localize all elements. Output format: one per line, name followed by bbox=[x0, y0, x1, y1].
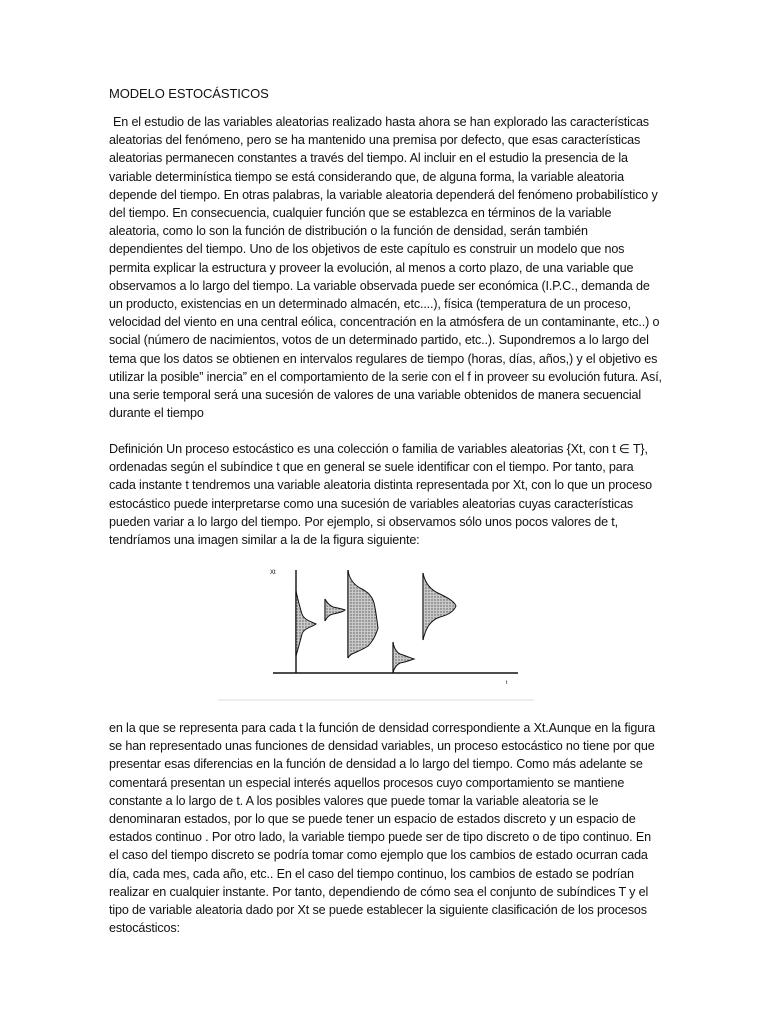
density-curve-4 bbox=[393, 642, 414, 673]
density-functions-figure bbox=[218, 548, 534, 702]
density-curve-5 bbox=[423, 573, 456, 640]
density-curve-3 bbox=[348, 570, 378, 658]
x-axis-label: t bbox=[506, 680, 508, 686]
paragraph-intro: En el estudio de las variables aleatorias realizado hasta ahora se han explorado las características aleatorias del fenómeno, pero se ha mantenido una premisa por defecto, que esas características aleatorias permanecen constantes a través del tiempo. Al incluir en el estudio la presencia de la variable determinística tiempo se está considerando que, de alguna forma, la variable aleatoria depende del tiempo. En otras palabras, la variable aleatoria dependerá del fenómeno probabilístico y del tiempo. En consecuencia, cualquier función que se establezca en términos de la variable aleatoria, como lo son la función de distribución o la función de densidad, serán también dependientes del tiempo. Uno de los objetivos de este capítulo es construir un modelo que nos permita explicar la estructura y proveer la evolución, al menos a corto plazo, de una variable que observamos a lo largo del tiempo. La variable observada puede ser económica (I.P.C., demanda de un producto, existencias en un determinado almacén, etc....), física (temperatura de un proceso, velocidad del viento en una central eólica, concentración en la atmósfera de un contaminante, etc..) o social (número de nacimientos, votos de un determinado partido, etc..). Supondremos a lo largo del tema que los datos se obtienen en intervalos regulares de tiempo (horas, días, años,) y el objetivo es utilizar la posible” inercia” en el comportamiento de la serie con el f in proveer su evolución futura. Así, una serie temporal será una sucesión de valores de una variable obtenidos de manera secuencial durante el tiempo bbox=[109, 115, 662, 421]
paragraph-definition: Definición Un proceso estocástico es una colección o familia de variables aleatorias {Xt, con t ∈ T}, ordenadas según el subíndice t que en general se suele identificar con el tiempo. Por tanto, para cada instante t tendremos una variable aleatoria distinta representada por Xt, con lo que un proceso estocástico puede interpretarse como una sucesión de variables aleatorias cuyas características pueden variar a lo largo del tiempo. Por ejemplo, si observamos sólo unos pocos valores de t, tendríamos una imagen similar a la de la figura siguiente: bbox=[109, 442, 652, 548]
figure-svg bbox=[218, 548, 534, 702]
paragraph-explanation: en la que se representa para cada t la función de densidad correspondiente a Xt.Aunque en la figura se han representado unas funciones de densidad variables, un proceso estocástico no tiene por que presentar esas diferencias en la función de densidad a lo largo del tiempo. Como más adelante se comentará presentan un especial interés aquellos procesos cuyo comportamiento se mantiene constante a lo largo de t. A los posibles valores que puede tomar la variable aleatoria se le denominaran estados, por lo que se puede tener un espacio de estados discreto y un espacio de estados continuo . Por otro lado, la variable tiempo puede ser de tipo discreto o de tipo continuo. En el caso del tiempo discreto se podría tomar como ejemplo que los cambios de estado ocurran cada día, cada mes, cada año, etc.. En el caso del tiempo continuo, los cambios de estado se podrían realizar en cualquier instante. Por tanto, dependiendo de cómo sea el conjunto de subíndices T y el tipo de variable aleatoria dado por Xt se puede establecer la siguiente clasificación de los procesos estocásticos: bbox=[109, 721, 655, 936]
y-axis-label: Xt bbox=[270, 570, 276, 576]
density-curve-2 bbox=[325, 599, 345, 621]
density-curve-1 bbox=[296, 591, 316, 656]
document-title: MODELO ESTOCÁSTICOS bbox=[109, 86, 269, 101]
